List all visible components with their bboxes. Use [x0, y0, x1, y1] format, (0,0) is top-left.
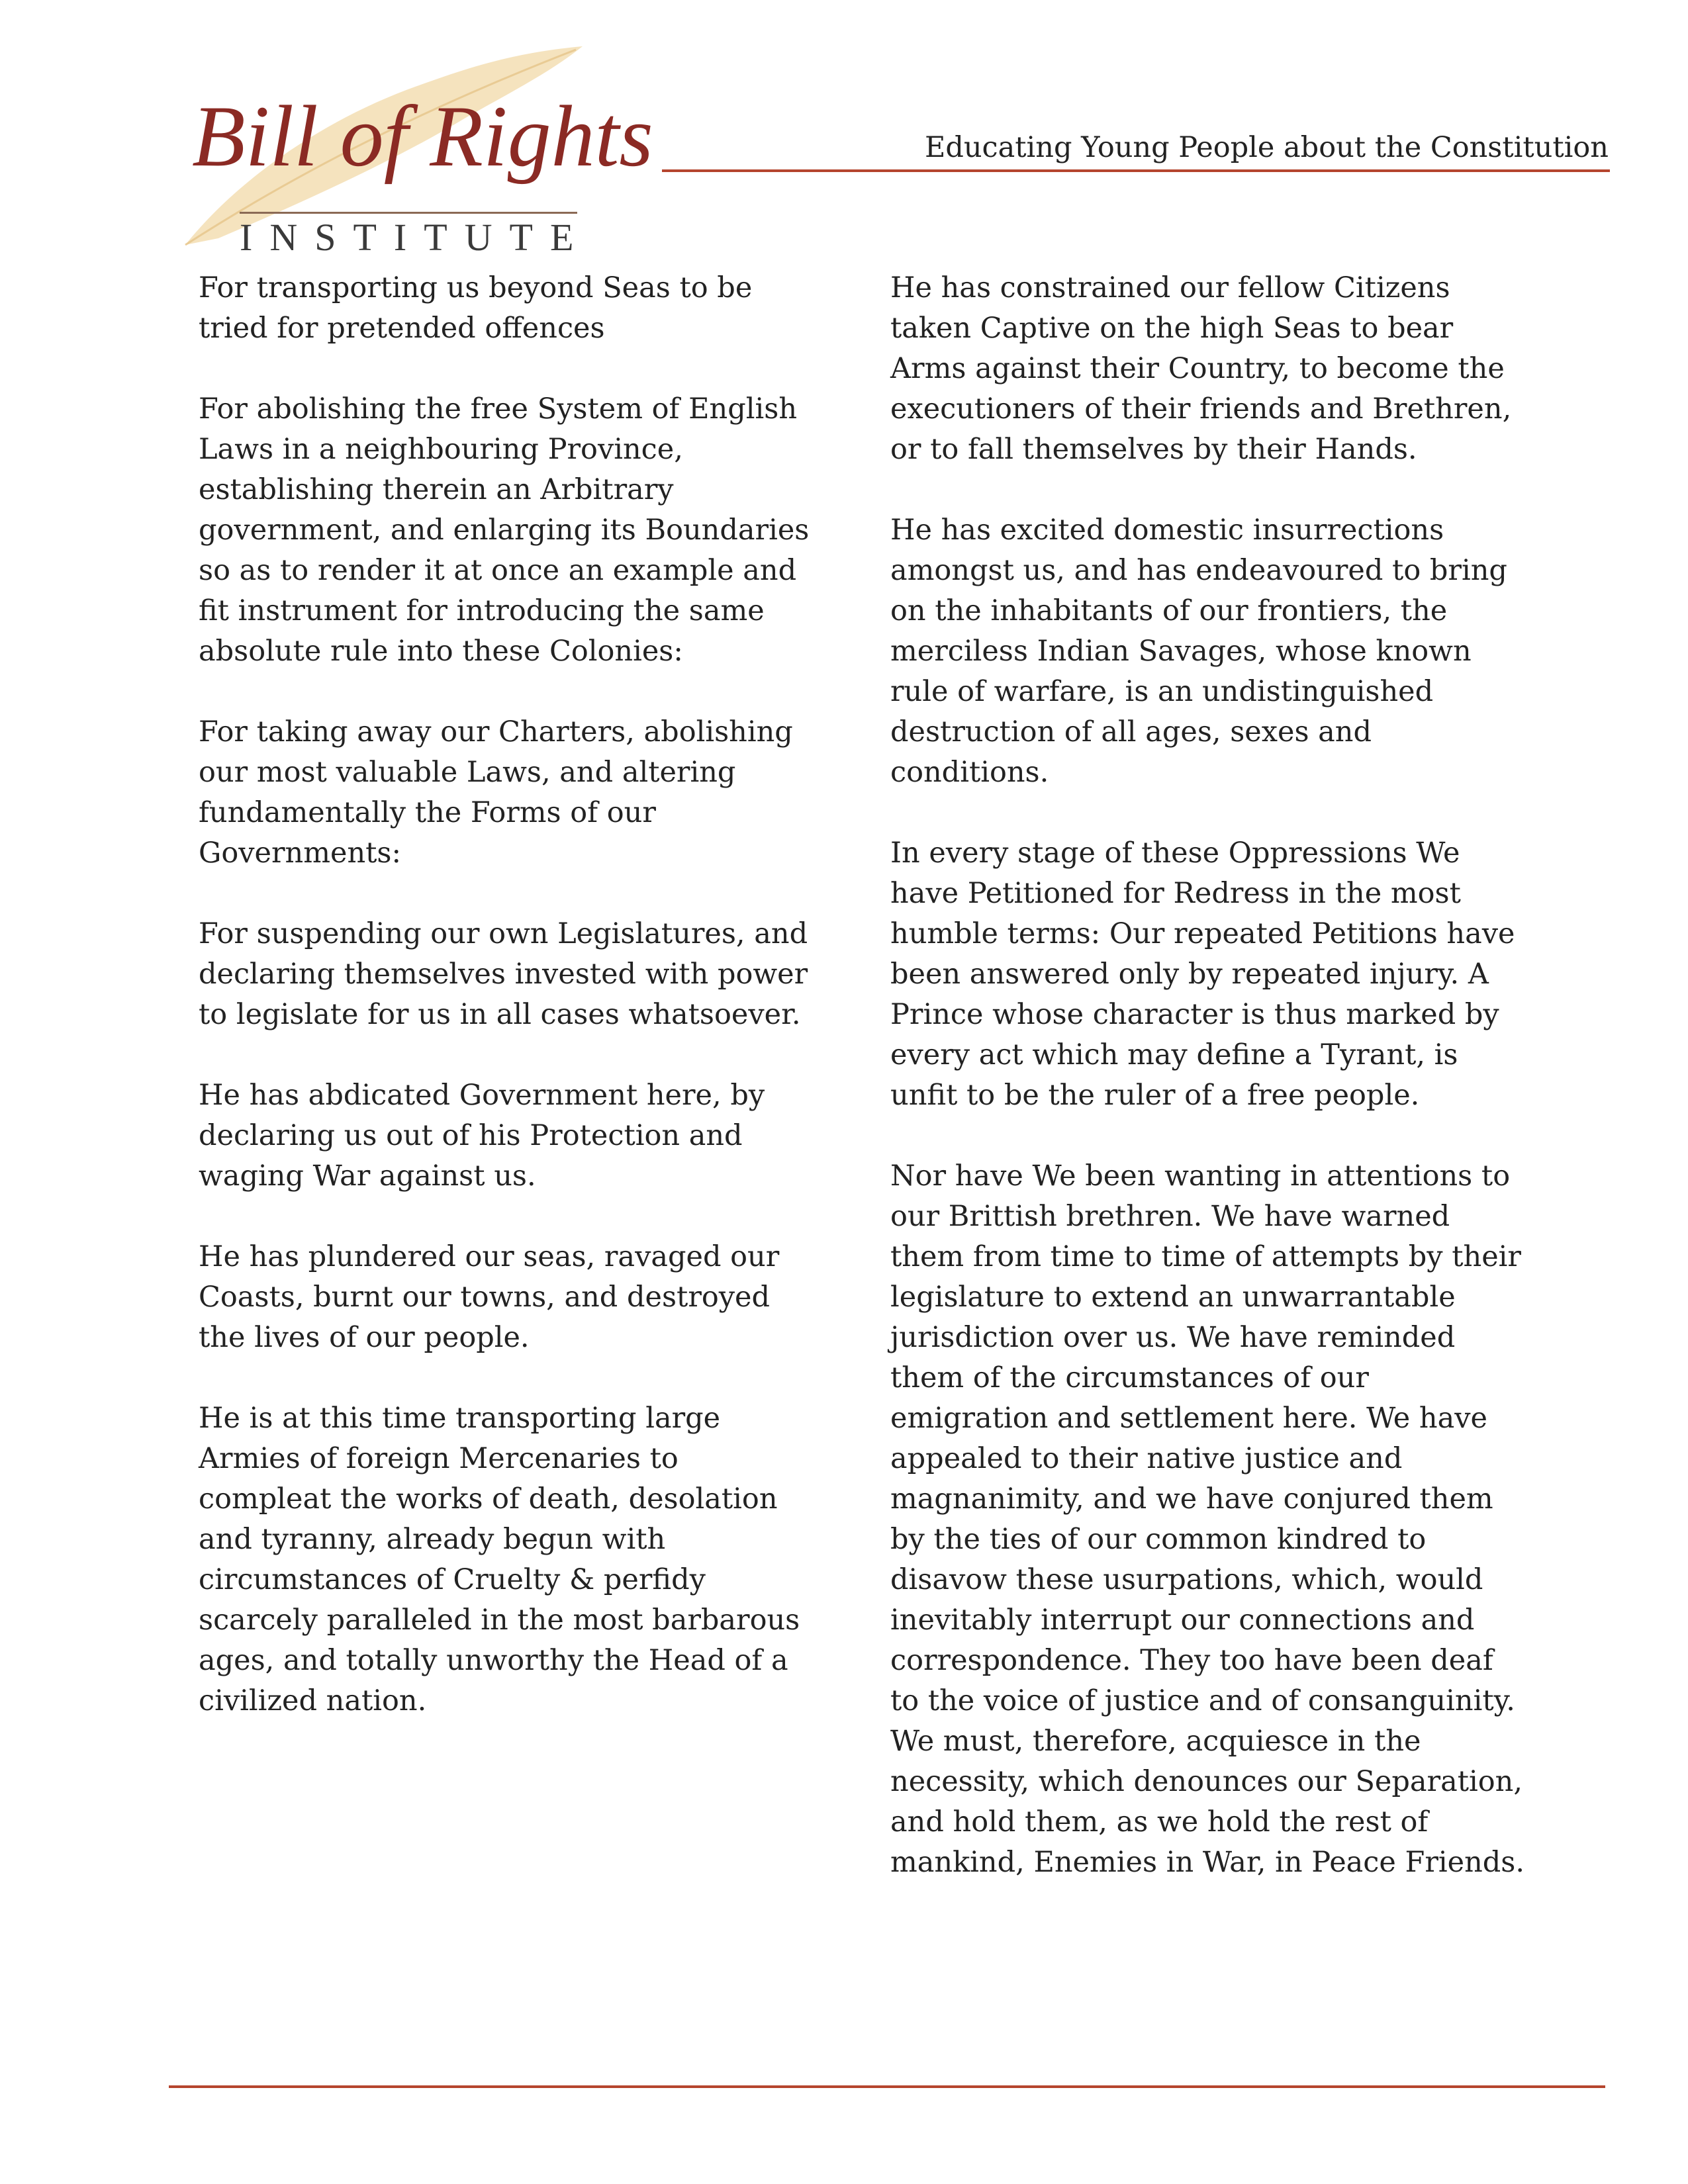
- paragraph: For transporting us beyond Seas to be tried for pretended offences: [199, 271, 753, 345]
- paragraph: In every stage of these Oppressions We have Petitioned for Redress in the most humble terms: Our repeated Petitions have been answered only by repeated injury. A Prince whose character is thus marked by every act which may define a Tyrant, is unfit to be the ruler of a free people.: [890, 837, 1515, 1112]
- left-column: [199, 268, 818, 1762]
- right-column: [890, 268, 1526, 1923]
- logo-institute-text: INSTITUTE: [240, 216, 591, 259]
- bill-of-rights-logo: [179, 46, 653, 259]
- logo-divider: [240, 212, 577, 214]
- header-divider: [662, 169, 1610, 172]
- paragraph: He has abdicated Government here, by declaring us out of his Protection and waging War against us.: [199, 1079, 765, 1193]
- paragraph: He has constrained our fellow Citizens taken Captive on the high Seas to bear Arms against their Country, to become the executioners of their friends and Brethren, or to fall themselves by their Hands.: [890, 271, 1512, 466]
- paragraph: He has excited domestic insurrections amongst us, and has endeavoured to bring on the inhabitants of our frontiers, the merciless Indian Savages, whose known rule of warfare, is an undistinguished destruction of all ages, sexes and conditions.: [890, 514, 1507, 789]
- paragraph: For suspending our own Legislatures, and declaring themselves invested with power to legislate for us in all cases whatsoever.: [199, 917, 808, 1031]
- paragraph: He has plundered our seas, ravaged our Coasts, burnt our towns, and destroyed the lives of our people.: [199, 1240, 780, 1354]
- paragraph: For taking away our Charters, abolishing our most valuable Laws, and altering fundamentally the Forms of our Governments:: [199, 715, 793, 870]
- header-tagline: Educating Young People about the Constitution: [924, 131, 1609, 164]
- paragraph: Nor have We been wanting in attentions to our Brittish brethren. We have warned them from time to time of attempts by their legislature to extend an unwarrantable jurisdiction over us. We have reminded them of the circumstances of our emigration and settlement here. We have appealed to their native justice and magnanimity, and we have conjured them by the ties of our common kindred to disavow these usurpations, which, would inevitably interrupt our connections and correspondence. They too have been deaf to the voice of justice and of consanguinity. We must, therefore, acquiesce in the necessity, which denounces our Separation, and hold them, as we hold the rest of mankind, Enemies in War, in Peace Friends.: [890, 1160, 1525, 1879]
- paragraph: He is at this time transporting large Armies of foreign Mercenaries to compleat the works of death, desolation and tyranny, already begun with circumstances of Cruelty & perfidy scarcely paralleled in the most barbarous ages, and totally unworthy the Head of a civilized nation.: [199, 1402, 800, 1717]
- footer-divider: [169, 2085, 1605, 2088]
- paragraph: For abolishing the free System of English Laws in a neighbouring Province, establishing therein an Arbitrary government, and enlarging its Boundaries so as to render it at once an example and fit instrument for introducing the same absolute rule into these Colonies:: [199, 392, 810, 668]
- logo-script-text: Bill of Rights: [192, 87, 653, 185]
